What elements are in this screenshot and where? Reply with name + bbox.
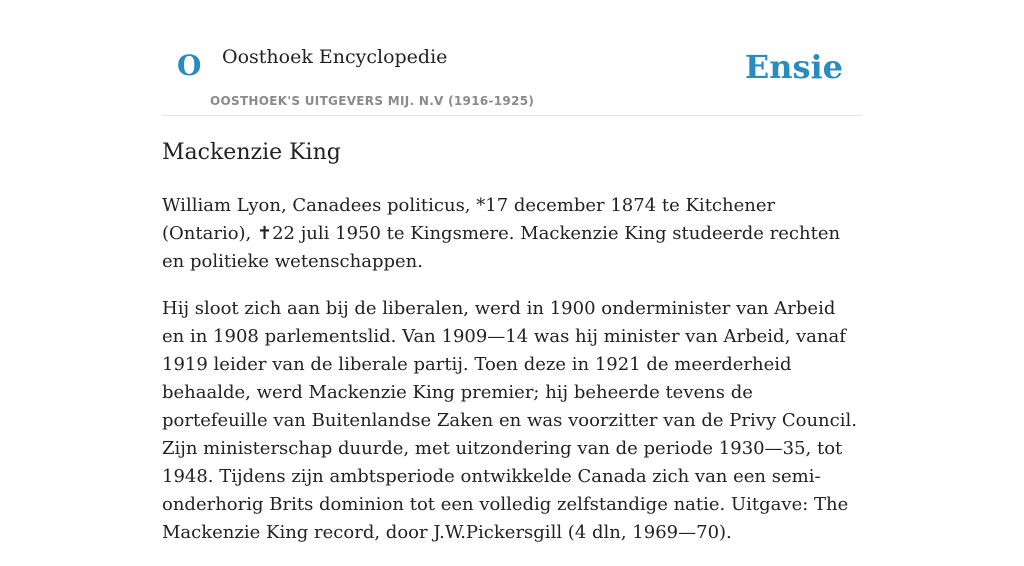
brand-logo[interactable]: Ensie — [744, 48, 843, 86]
site-logo[interactable]: O — [177, 49, 202, 82]
site-header — [162, 0, 862, 116]
article-paragraph: Hij sloot zich aan bij de liberalen, werd in 1900 onderminister van Arbeid en in 1908 parlementslid. Van 1909—14 was hij minister van Arbeid, vanaf 1919 leider van de liberale partij. Toen deze in 1921 de meerderheid behaalde, werd Mackenzie King premier; hij beheerde tevens de portefeuille van Buitenlandse Zaken en was voorzitter van de Privy Council. Zijn ministerschap duurde, met uitzondering van de periode 1930—35, tot 1948. Tijdens zijn ambtsperiode ontwikkelde Canada zich van een semi-onderhorig Brits dominion tot een volledig zelfstandige natie. Uitgave: The Mackenzie King record, door J.W.Pickersgill (4 dln, 1969—70). — [162, 298, 857, 543]
article-paragraph: William Lyon, Canadees politicus, *17 december 1874 te Kitchener (Ontario), ✝22 juli 1950 te Kingsmere. Mackenzie King studeerde rechten en politieke wetenschappen. — [162, 195, 841, 272]
page — [162, 0, 862, 543]
site-title[interactable]: Oosthoek Encyclopedie — [222, 46, 448, 68]
article-body — [162, 192, 862, 566]
site-subtitle: OOSTHOEK'S UITGEVERS MIJ. N.V (1916-1925) — [210, 94, 535, 108]
article-title: Mackenzie King — [162, 140, 341, 165]
